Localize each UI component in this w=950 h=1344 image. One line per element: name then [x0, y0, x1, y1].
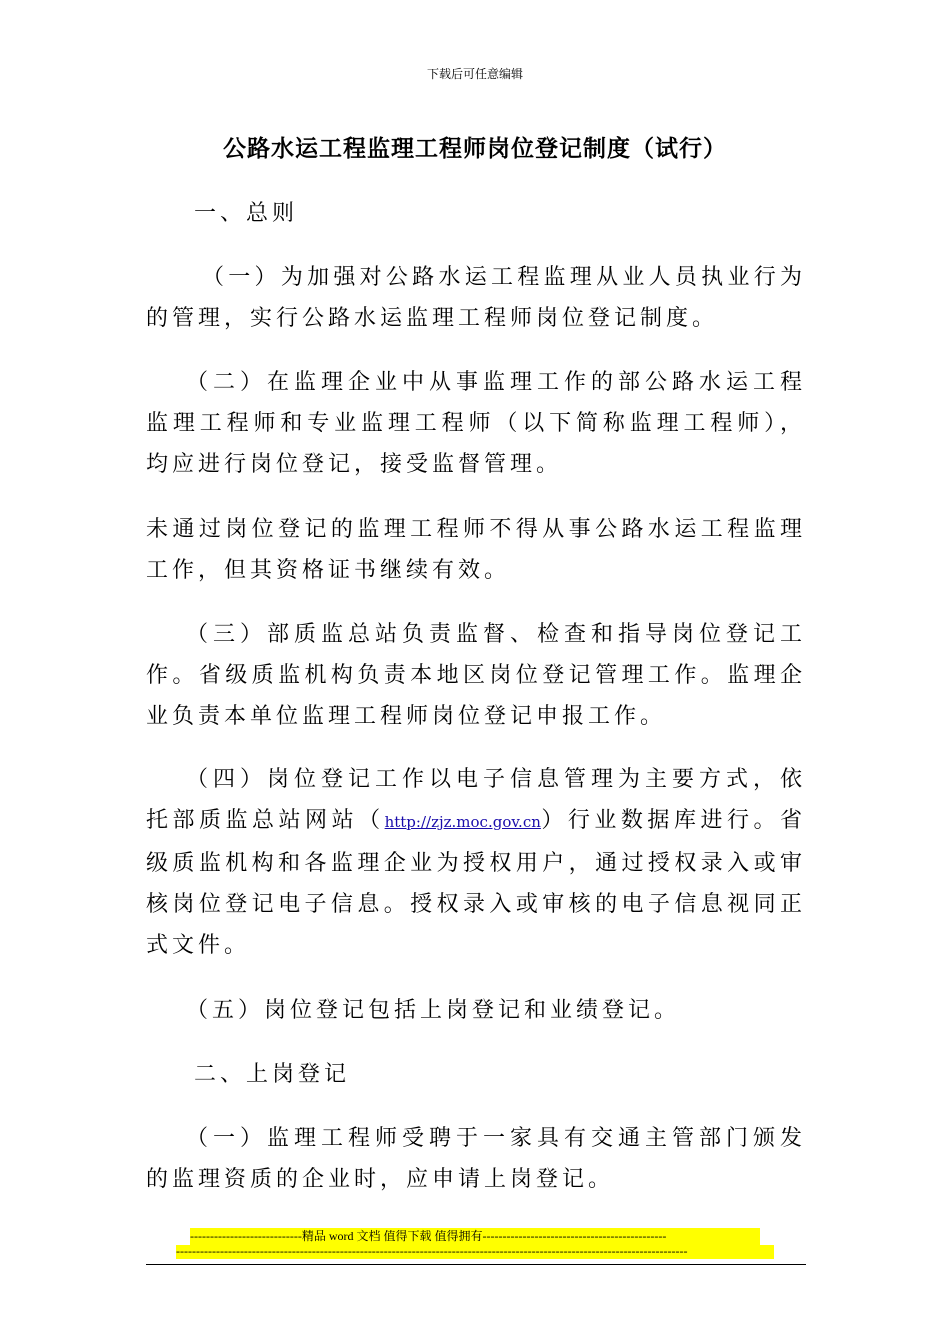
paragraph-2: （二）在监理企业中从事监理工作的部公路水运工程监理工程师和专业监理工程师（以下简称监理工程师），均应进行岗位登记，接受监督管理。	[146, 370, 806, 477]
section-heading-registration: 二、上岗登记	[194, 1062, 351, 1087]
header-note: 下载后可任意编辑	[426, 67, 523, 81]
document-title: 公路水运工程监理工程师岗位登记制度（试行）	[223, 136, 727, 162]
footer-dashes: --------------------------------------------------------------------------------------------------------------------------------	[176, 1245, 774, 1259]
section-heading-general: 一、总则	[194, 201, 299, 226]
paragraph-5-text-after: ）行业数据库进行。省级质监机构和各监理企业为授权用户，通过授权录入或审核岗位登记电子信息。授权录入或审核的电子信息视同正式文件。	[146, 808, 806, 958]
footer-banner: ----------------------------精品 word 文档 值得下载 值得拥有----------------------------------------------	[190, 1228, 760, 1245]
paragraph-3: 未通过岗位登记的监理工程师不得从事公路水运工程监理工作，但其资格证书继续有效。	[146, 517, 806, 583]
paragraph-7: （一）监理工程师受聘于一家具有交通主管部门颁发的监理资质的企业时，应申请上岗登记。	[146, 1126, 806, 1192]
paragraph-6: （五）岗位登记包括上岗登记和业绩登记。	[186, 998, 681, 1023]
paragraph-1: （一）为加强对公路水运工程监理从业人员执业行为的管理，实行公路水运监理工程师岗位登记制度。	[146, 265, 806, 331]
website-link[interactable]: http://zjz.moc.gov.cn	[384, 813, 541, 831]
paragraph-4: （三）部质监总站负责监督、检查和指导岗位登记工作。省级质监机构负责本地区岗位登记管理工作。监理企业负责本单位监理工程师岗位登记申报工作。	[146, 622, 806, 729]
footer-rule	[146, 1264, 806, 1265]
paragraph-5	[146, 759, 806, 966]
paragraph-5-text-before: （四）岗位登记工作以电子信息管理为主要方式，依托部质监总站网站（	[146, 767, 806, 833]
